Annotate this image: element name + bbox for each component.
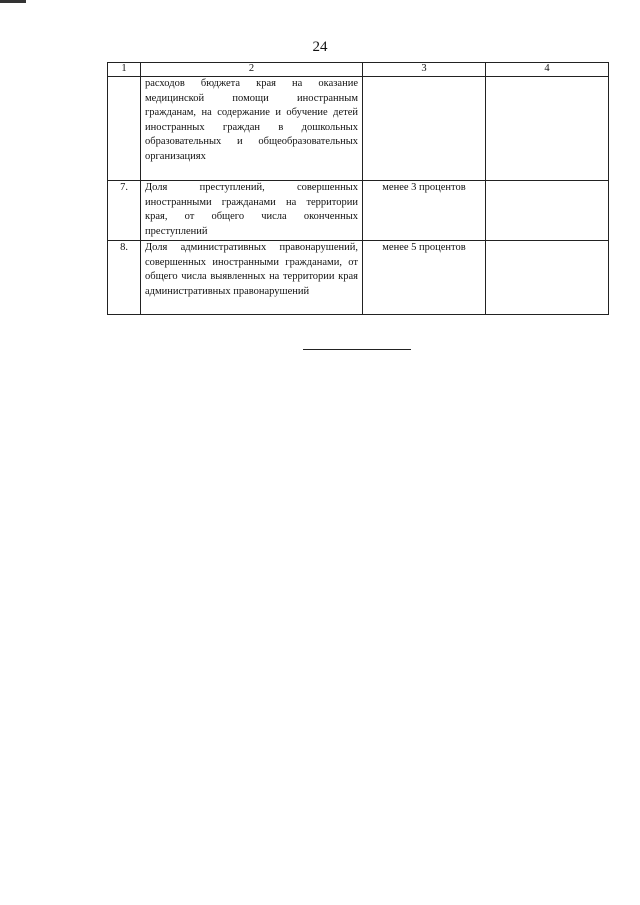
- indicators-table: [107, 62, 609, 315]
- header-cell-2: 2: [141, 63, 363, 77]
- row-number: 7.: [108, 181, 141, 241]
- header-cell-1: 1: [108, 63, 141, 77]
- header-cell-3: 3: [363, 63, 486, 77]
- scan-corner-mark: [0, 0, 26, 3]
- end-separator-line: [303, 349, 411, 350]
- row-target-value: менее 5 процентов: [363, 241, 486, 315]
- row-note: [486, 77, 609, 181]
- row-number: [108, 77, 141, 181]
- row-description: расходов бюджета края на оказание медицинской помощи иностранным гражданам, на содержание и обучение детей иностранных граждан в дошкольных образовательных и общеобразовательных организациях: [141, 77, 363, 181]
- table-header-row: [108, 63, 609, 77]
- row-description: Доля преступлений, совершенных иностранными гражданами на территории края, от общего числа оконченных преступлений: [141, 181, 363, 241]
- row-note: [486, 181, 609, 241]
- row-note: [486, 241, 609, 315]
- table-row: [108, 241, 609, 315]
- row-target-value: менее 3 процентов: [363, 181, 486, 241]
- row-description: Доля административных правонарушений, совершенных иностранными гражданами, от общего числа выявленных на территории края административных правонарушений: [141, 241, 363, 315]
- row-number: 8.: [108, 241, 141, 315]
- table-row: [108, 77, 609, 181]
- table-row: [108, 181, 609, 241]
- row-target-value: [363, 77, 486, 181]
- header-cell-4: 4: [486, 63, 609, 77]
- page-number: 24: [312, 39, 328, 55]
